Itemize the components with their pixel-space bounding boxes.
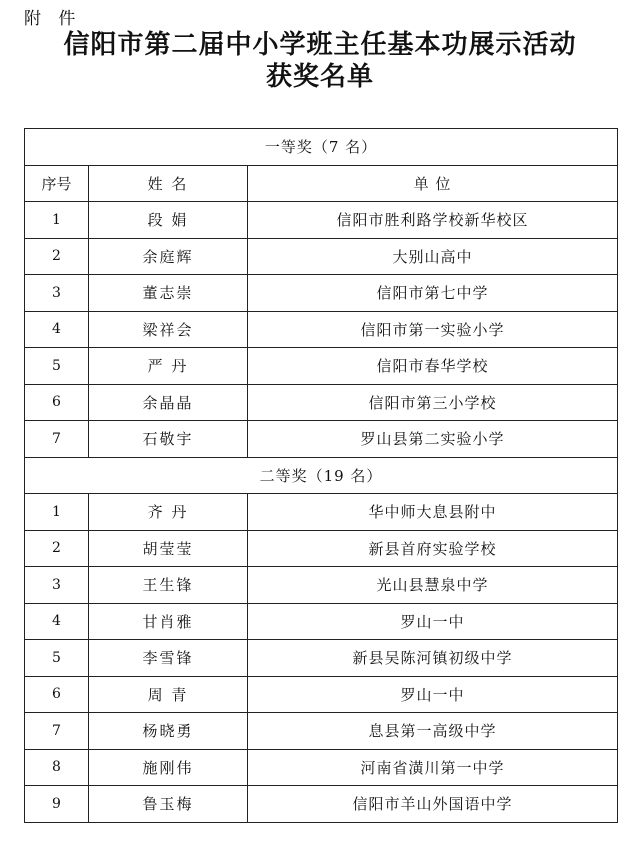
row-seq: 7 bbox=[25, 713, 89, 750]
first-prize-heading: 一等奖（7 名） bbox=[25, 129, 618, 166]
row-name: 余晶晶 bbox=[89, 384, 248, 421]
row-unit: 新县首府实验学校 bbox=[248, 530, 618, 567]
row-name: 周 青 bbox=[89, 676, 248, 713]
row-seq: 5 bbox=[25, 640, 89, 677]
row-unit: 信阳市羊山外国语中学 bbox=[248, 786, 618, 823]
row-name: 王生锋 bbox=[89, 567, 248, 604]
row-name: 梁祥会 bbox=[89, 311, 248, 348]
table-row bbox=[25, 311, 618, 348]
row-name: 施刚伟 bbox=[89, 749, 248, 786]
row-seq: 4 bbox=[25, 603, 89, 640]
table-row bbox=[25, 786, 618, 823]
second-prize-heading: 二等奖（19 名） bbox=[25, 457, 618, 494]
column-header-unit: 单 位 bbox=[248, 165, 618, 202]
table-row bbox=[25, 202, 618, 239]
row-seq: 5 bbox=[25, 348, 89, 385]
row-unit: 息县第一高级中学 bbox=[248, 713, 618, 750]
row-unit: 罗山县第二实验小学 bbox=[248, 421, 618, 458]
table-row bbox=[25, 640, 618, 677]
column-header-name: 姓 名 bbox=[89, 165, 248, 202]
table-row bbox=[25, 676, 618, 713]
table-row bbox=[25, 238, 618, 275]
second-prize-section-row bbox=[25, 457, 618, 494]
row-unit: 信阳市第三小学校 bbox=[248, 384, 618, 421]
row-unit: 大别山高中 bbox=[248, 238, 618, 275]
row-seq: 8 bbox=[25, 749, 89, 786]
row-name: 严 丹 bbox=[89, 348, 248, 385]
row-unit: 光山县慧泉中学 bbox=[248, 567, 618, 604]
first-prize-section-row bbox=[25, 129, 618, 166]
row-seq: 1 bbox=[25, 494, 89, 531]
table-header-row bbox=[25, 165, 618, 202]
row-unit: 信阳市第七中学 bbox=[248, 275, 618, 312]
row-name: 甘肖雅 bbox=[89, 603, 248, 640]
row-seq: 7 bbox=[25, 421, 89, 458]
row-seq: 6 bbox=[25, 676, 89, 713]
table-row bbox=[25, 384, 618, 421]
award-list-table bbox=[24, 128, 618, 823]
row-seq: 2 bbox=[25, 238, 89, 275]
column-header-seq: 序号 bbox=[25, 165, 89, 202]
table-row bbox=[25, 603, 618, 640]
table-row bbox=[25, 567, 618, 604]
row-name: 杨晓勇 bbox=[89, 713, 248, 750]
table-row bbox=[25, 275, 618, 312]
row-unit: 河南省潢川第一中学 bbox=[248, 749, 618, 786]
row-unit: 信阳市春华学校 bbox=[248, 348, 618, 385]
row-name: 李雪锋 bbox=[89, 640, 248, 677]
row-unit: 信阳市胜利路学校新华校区 bbox=[248, 202, 618, 239]
row-seq: 1 bbox=[25, 202, 89, 239]
row-unit: 华中师大息县附中 bbox=[248, 494, 618, 531]
table-row bbox=[25, 494, 618, 531]
row-name: 余庭辉 bbox=[89, 238, 248, 275]
document-title: 信阳市第二届中小学班主任基本功展示活动 bbox=[63, 30, 577, 60]
table-row bbox=[25, 530, 618, 567]
row-unit: 罗山一中 bbox=[248, 603, 618, 640]
row-name: 石敬宇 bbox=[89, 421, 248, 458]
table-row bbox=[25, 713, 618, 750]
row-name: 鲁玉梅 bbox=[89, 786, 248, 823]
row-unit: 罗山一中 bbox=[248, 676, 618, 713]
table-row bbox=[25, 749, 618, 786]
attachment-label: 附 件 bbox=[24, 9, 82, 29]
row-unit: 信阳市第一实验小学 bbox=[248, 311, 618, 348]
table-row bbox=[25, 421, 618, 458]
table-row bbox=[25, 348, 618, 385]
row-seq: 2 bbox=[25, 530, 89, 567]
row-name: 段 娟 bbox=[89, 202, 248, 239]
document-subtitle: 获奖名单 bbox=[265, 62, 374, 92]
row-name: 齐 丹 bbox=[89, 494, 248, 531]
row-seq: 3 bbox=[25, 275, 89, 312]
row-seq: 6 bbox=[25, 384, 89, 421]
row-seq: 9 bbox=[25, 786, 89, 823]
row-seq: 4 bbox=[25, 311, 89, 348]
row-seq: 3 bbox=[25, 567, 89, 604]
row-name: 董志崇 bbox=[89, 275, 248, 312]
row-unit: 新县吴陈河镇初级中学 bbox=[248, 640, 618, 677]
row-name: 胡莹莹 bbox=[89, 530, 248, 567]
